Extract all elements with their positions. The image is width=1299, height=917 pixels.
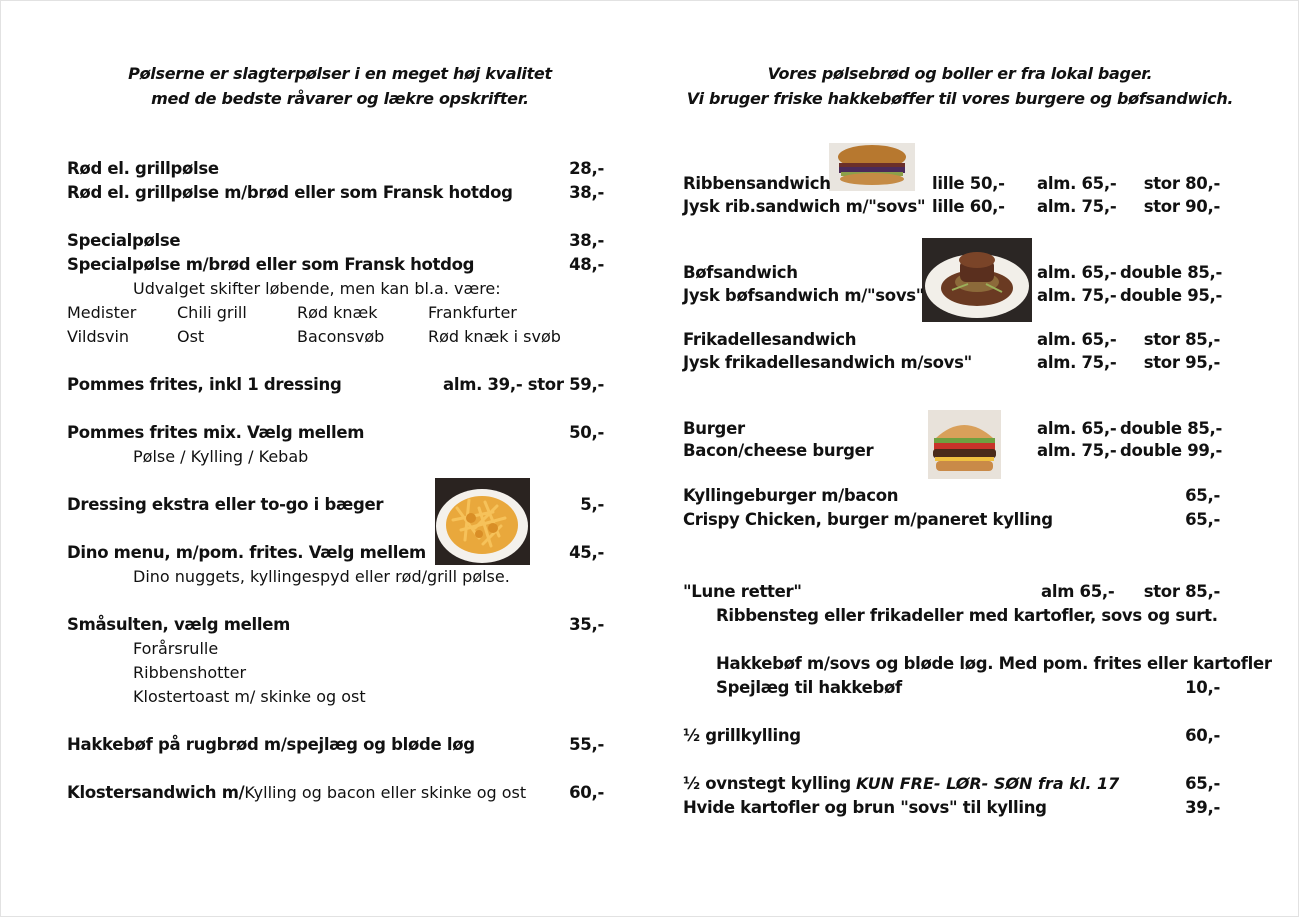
item-specialpolse: Specialpølse xyxy=(67,231,181,250)
price-pommes-frites-stor: stor 59,- xyxy=(527,375,604,394)
item-jysk-ribsandwich: Jysk rib.sandwich m/"sovs" xyxy=(683,197,926,216)
price-lune-alm: alm 65,- xyxy=(1041,582,1115,601)
variety: Rød knæk xyxy=(297,303,378,322)
right-intro-line2: Vi bruger friske hakkebøffer til vores burgere og bøfsandwich. xyxy=(686,89,1234,108)
item-smaasulten: Småsulten, vælg mellem xyxy=(67,615,291,634)
price-jysk-bof-double: double 95,- xyxy=(1120,286,1223,305)
price-dressing: 5,- xyxy=(580,495,604,514)
right-intro xyxy=(680,61,1240,111)
price-jysk-frika-stor: stor 95,- xyxy=(1143,353,1220,372)
variety: Frankfurter xyxy=(428,303,517,322)
price-specialpolse-brod: 48,- xyxy=(569,255,604,274)
item-half-grillkylling: ½ grillkylling xyxy=(683,726,801,745)
burger-icon xyxy=(928,410,1001,479)
item-lune-retter: "Lune retter" xyxy=(683,582,802,601)
item-frikadellesandwich: Frikadellesandwich xyxy=(683,330,857,349)
item-dressing: Dressing ekstra eller to-go i bæger xyxy=(67,495,384,514)
price-klostersandwich: 60,- xyxy=(569,783,604,802)
item-bacon-cheese-burger: Bacon/cheese burger xyxy=(683,441,874,460)
price-hakkebof-rugbrod: 55,- xyxy=(569,735,604,754)
item-specialpolse-brod: Specialpølse m/brød eller som Fransk hotdog xyxy=(67,255,475,274)
price-bacon-burger-alm: alm. 75,- xyxy=(1037,441,1117,460)
price-bacon-burger-double: double 99,- xyxy=(1120,441,1223,460)
price-crispy-chicken: 65,- xyxy=(1185,510,1220,529)
ribben-sandwich-icon xyxy=(829,143,915,191)
price-lune-stor: stor 85,- xyxy=(1143,582,1220,601)
klostersandwich-options: Kylling og bacon eller skinke og ost xyxy=(244,783,527,802)
item-klostersandwich xyxy=(67,783,526,803)
item-ribbensandwich: Ribbensandwich xyxy=(683,174,831,193)
left-intro-line2: med de bedste råvarer og lækre opskrifter. xyxy=(151,89,529,108)
price-jysk-rib-lille: lille 60,- xyxy=(932,197,1005,216)
price-burger-double: double 85,- xyxy=(1120,419,1223,438)
bof-sandwich-icon xyxy=(922,238,1032,322)
price-spejlaeg: 10,- xyxy=(1185,678,1220,697)
item-hakkebof-rugbrod: Hakkebøf på rugbrød m/spejlæg og bløde løg xyxy=(67,735,475,754)
item-pommes-frites: Pommes frites, inkl 1 dressing xyxy=(67,375,342,394)
item-bofsandwich: Bøfsandwich xyxy=(683,263,798,282)
item-kyllingeburger: Kyllingeburger m/bacon xyxy=(683,486,899,505)
variety: Ost xyxy=(177,327,205,346)
item-rod-grillpolse-brod: Rød el. grillpølse m/brød eller som Fransk hotdog xyxy=(67,183,513,202)
variety: Baconsvøb xyxy=(297,327,385,346)
price-hvide-kartofler: 39,- xyxy=(1185,798,1220,817)
item-half-ovnstegt-kylling xyxy=(683,774,1119,794)
variety: Medister xyxy=(67,303,137,322)
right-intro-line1: Vores pølsebrød og boller er fra lokal bager. xyxy=(767,64,1153,83)
price-half-grillkylling: 60,- xyxy=(1185,726,1220,745)
item-burger: Burger xyxy=(683,419,745,438)
price-specialpolse: 38,- xyxy=(569,231,604,250)
price-kyllingeburger: 65,- xyxy=(1185,486,1220,505)
price-frika-stor: stor 85,- xyxy=(1143,330,1220,349)
variety: Rød knæk i svøb xyxy=(428,327,561,346)
klostersandwich-name: Klostersandwich m/ xyxy=(67,783,245,802)
item-jysk-bofsandwich: Jysk bøfsandwich m/"sovs" xyxy=(683,286,925,305)
burger-photo xyxy=(928,410,1001,479)
smaasulten-option: Klostertoast m/ skinke og ost xyxy=(133,687,366,706)
price-jysk-rib-stor: stor 90,- xyxy=(1143,197,1220,216)
price-rod-grillpolse: 28,- xyxy=(569,159,604,178)
price-ribben-stor: stor 80,- xyxy=(1143,174,1220,193)
item-pommes-frites-mix: Pommes frites mix. Vælg mellem xyxy=(67,423,365,442)
fries-photo-icon xyxy=(435,478,530,565)
price-jysk-rib-alm: alm. 75,- xyxy=(1037,197,1117,216)
variety: Chili grill xyxy=(177,303,247,322)
lune-retter-description: Ribbensteg eller frikadeller med kartofler, sovs og surt. xyxy=(716,606,1218,625)
ribben-sandwich-photo xyxy=(829,143,915,191)
price-jysk-frika-alm: alm. 75,- xyxy=(1037,353,1117,372)
smaasulten-option: Forårsrulle xyxy=(133,639,219,658)
item-hvide-kartofler: Hvide kartofler og brun "sovs" til kylling xyxy=(683,798,1047,817)
item-dino-menu: Dino menu, m/pom. frites. Vælg mellem xyxy=(67,543,426,562)
price-rod-grillpolse-brod: 38,- xyxy=(569,183,604,202)
item-dino-menu-options: Dino nuggets, kyllingespyd eller rød/grill pølse. xyxy=(133,567,510,586)
ovnstegt-kylling-note: KUN FRE- LØR- SØN fra kl. 17 xyxy=(855,774,1120,793)
price-half-ovnstegt-kylling: 65,- xyxy=(1185,774,1220,793)
price-pommes-frites-mix: 50,- xyxy=(569,423,604,442)
price-jysk-bof-alm: alm. 75,- xyxy=(1037,286,1117,305)
price-burger-alm: alm. 65,- xyxy=(1037,419,1117,438)
price-pommes-frites-alm: alm. 39,- xyxy=(443,375,523,394)
item-jysk-frikadellesandwich: Jysk frikadellesandwich m/sovs" xyxy=(683,353,972,372)
variety: Vildsvin xyxy=(67,327,130,346)
price-ribben-lille: lille 50,- xyxy=(932,174,1005,193)
fries-photo xyxy=(435,478,530,565)
bof-sandwich-photo xyxy=(922,238,1032,322)
price-bof-alm: alm. 65,- xyxy=(1037,263,1117,282)
price-frika-alm: alm. 65,- xyxy=(1037,330,1117,349)
price-smaasulten: 35,- xyxy=(569,615,604,634)
price-ribben-alm: alm. 65,- xyxy=(1037,174,1117,193)
item-rod-grillpolse: Rød el. grillpølse xyxy=(67,159,219,178)
left-intro xyxy=(90,61,590,111)
item-crispy-chicken: Crispy Chicken, burger m/paneret kylling xyxy=(683,510,1053,529)
item-pommes-frites-mix-options: Pølse / Kylling / Kebab xyxy=(133,447,309,466)
item-spejlaeg: Spejlæg til hakkebøf xyxy=(716,678,902,697)
smaasulten-option: Ribbenshotter xyxy=(133,663,247,682)
ovnstegt-kylling-name: ½ ovnstegt kylling xyxy=(683,774,851,793)
item-hakkebof: Hakkebøf m/sovs og bløde løg. Med pom. frites eller kartofler xyxy=(716,654,1272,673)
selection-note: Udvalget skifter løbende, men kan bl.a. være: xyxy=(133,279,501,298)
price-dino-menu: 45,- xyxy=(569,543,604,562)
price-bof-double: double 85,- xyxy=(1120,263,1223,282)
left-intro-line1: Pølserne er slagterpølser i en meget høj kvalitet xyxy=(128,64,552,83)
